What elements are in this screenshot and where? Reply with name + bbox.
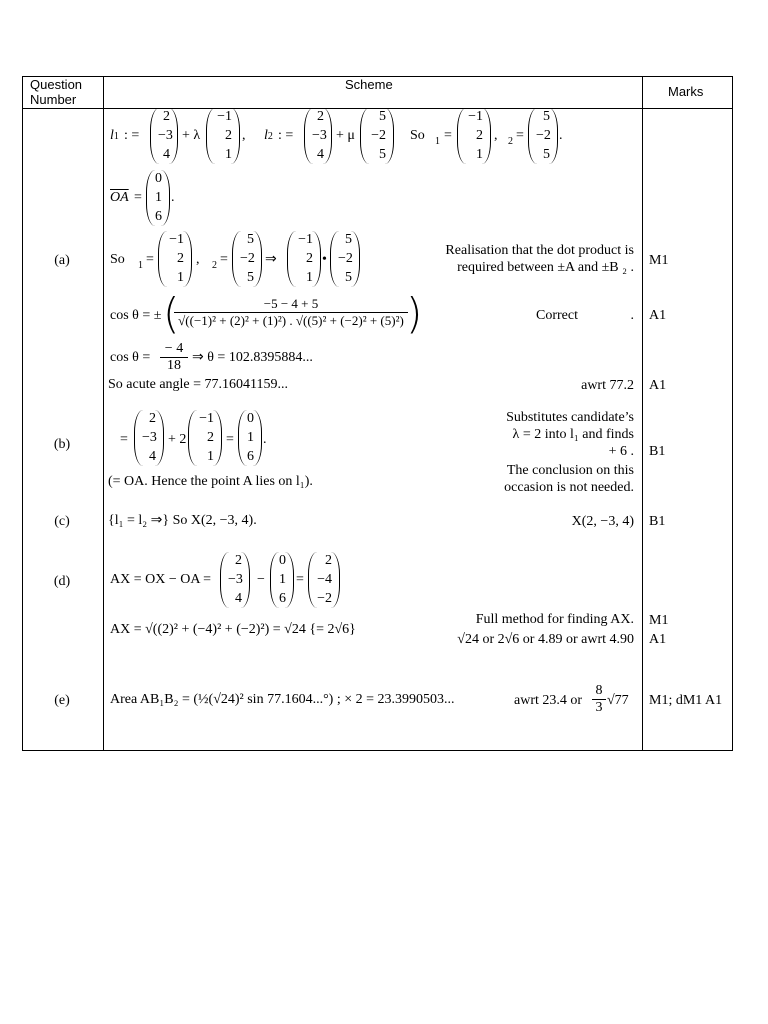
note-b-3: + 6 . [608,444,634,459]
equals: = [226,432,234,447]
vector-d2: 0 1 6 [270,552,294,608]
so-sub2: 2 [212,260,217,271]
implies-arrow: ⇒ [265,252,277,267]
mark-m1: M1 [649,613,669,628]
mark-a1: A1 [649,308,667,323]
part-a-label: (a) [54,253,70,268]
cos-lhs: cos θ = ± [110,308,162,323]
equals: = [120,432,128,447]
vector-dot-1: −1 2 1 [287,231,321,287]
vector-dot-2: 5 −2 5 [330,231,360,287]
vector-so2: 5 −2 5 [528,108,558,164]
equals: = [444,128,452,143]
period: . [559,128,563,143]
l1-colon: : = [124,128,140,143]
vector-b2: −1 2 1 [188,410,222,466]
oa-label: $\overline{OA}$ [110,190,129,205]
mark-a1: A1 [649,632,667,647]
theta-result: ⇒ θ = 102.8395884... [192,350,313,365]
left-paren: ( [163,289,180,338]
note-d-1: Full method for finding AX. [475,612,634,627]
mark-b1: B1 [649,444,666,459]
minus: − [257,572,265,587]
part-d-label: (d) [53,574,71,589]
header-scheme: Scheme [345,77,393,92]
note-b-1: Substitutes candidate’s [506,410,634,425]
column-divider [103,77,104,750]
l2-label: l2 [264,128,273,143]
mark-m1: M1 [649,253,669,268]
note-correct-dot: . [630,308,634,323]
vector-b3: 0 1 6 [238,410,262,466]
note-b-2: λ = 2 into l₁ and finds [512,427,634,442]
comma: , [196,252,200,267]
note-b-4: The conclusion on this [506,463,634,478]
vector-a2: 2 −3 4 [304,108,332,164]
so-sub1: 1 [138,260,143,271]
dot-product-symbol: • [322,252,327,267]
note-correct: Correct [536,308,578,323]
equals: = [296,572,304,587]
so-sub2: 2 [508,136,513,147]
note-realisation-1: Realisation that the dot product is [445,243,634,258]
note-e-right: √77 [607,693,629,708]
part-b-conclusion: (= OA. Hence the point A lies on l₁). [108,474,313,489]
acute-angle: So acute angle = 77.16041159... [108,377,289,392]
part-c-expression: {l₁ = l₂ ⇒} So X(2, −3, 4). [108,513,257,528]
part-e-label: (e) [54,693,70,708]
plus-two: + 2 [168,432,187,447]
vector-d1: 2 −3 4 [220,552,250,608]
so-sub1: 1 [435,136,440,147]
eight-thirds-fraction: $\frac{8}{3}$ [592,683,606,716]
so-label: So [110,252,125,267]
note-awrt: awrt 77.2 [581,378,634,393]
equals: = [220,252,228,267]
vector-so-2: 5 −2 5 [232,231,262,287]
note-c: X(2, −3, 4) [571,514,634,529]
l2-colon: : = [278,128,294,143]
note-e-left: awrt 23.4 or [514,693,583,708]
comma: , [494,128,498,143]
vector-oa: 0 1 6 [146,170,170,226]
ax-magnitude: AX = √((2)² + (−4)² + (−2)²) = √24 {= 2√6} [110,622,356,637]
note-b-5: occasion is not needed. [504,480,634,495]
part-c-label: (c) [54,514,70,529]
mark-b1: B1 [649,514,666,529]
column-divider [642,77,643,750]
right-paren: ) [406,289,423,338]
period: . [171,190,175,205]
header-question-number: Question Number [30,77,83,107]
area-expression: Area AB₁B₂ = (½(√24)² sin 77.1604...°) ; × 2 = 23.3990503... [110,692,455,707]
ax-vector-expression: AX = OX − OA = [110,572,212,587]
vector-a1: 2 −3 4 [150,108,178,164]
l1-label: l1 [110,128,119,143]
plus-lambda: + λ [182,128,201,143]
so-label: So [410,128,425,143]
equals: = [516,128,524,143]
equals: = [134,190,142,205]
part-b-label: (b) [53,437,71,452]
vector-so1: −1 2 1 [457,108,491,164]
note-d-2: √24 or 2√6 or 4.89 or awrt 4.90 [457,632,634,647]
cos2-fraction: $\frac{- 4}{18}$ [160,341,188,374]
vector-so-1: −1 2 1 [158,231,192,287]
comma: , [242,128,246,143]
vector-b1: 2 −3 4 [134,410,164,466]
header-marks: Marks [668,84,704,99]
note-realisation-2: required between ±A and ±B ₂ . [457,260,634,275]
vector-d2: 5 −2 5 [360,108,394,164]
vector-d3: 2 −4 −2 [308,552,340,608]
mark-e: M1; dM1 A1 [649,693,723,708]
equals: = [146,252,154,267]
vector-d1: −1 2 1 [206,108,240,164]
mark-a1: A1 [649,378,667,393]
cos-fraction: $\frac{-5 - 4 + 5}{\text{√((−1)² + (2)² + (1)²) . √((5)² + (−2)² + (5)²)}}$ [174,296,408,329]
period: . [263,432,267,447]
cos2-lhs: cos θ = [110,350,151,365]
plus-mu: + μ [336,128,355,143]
